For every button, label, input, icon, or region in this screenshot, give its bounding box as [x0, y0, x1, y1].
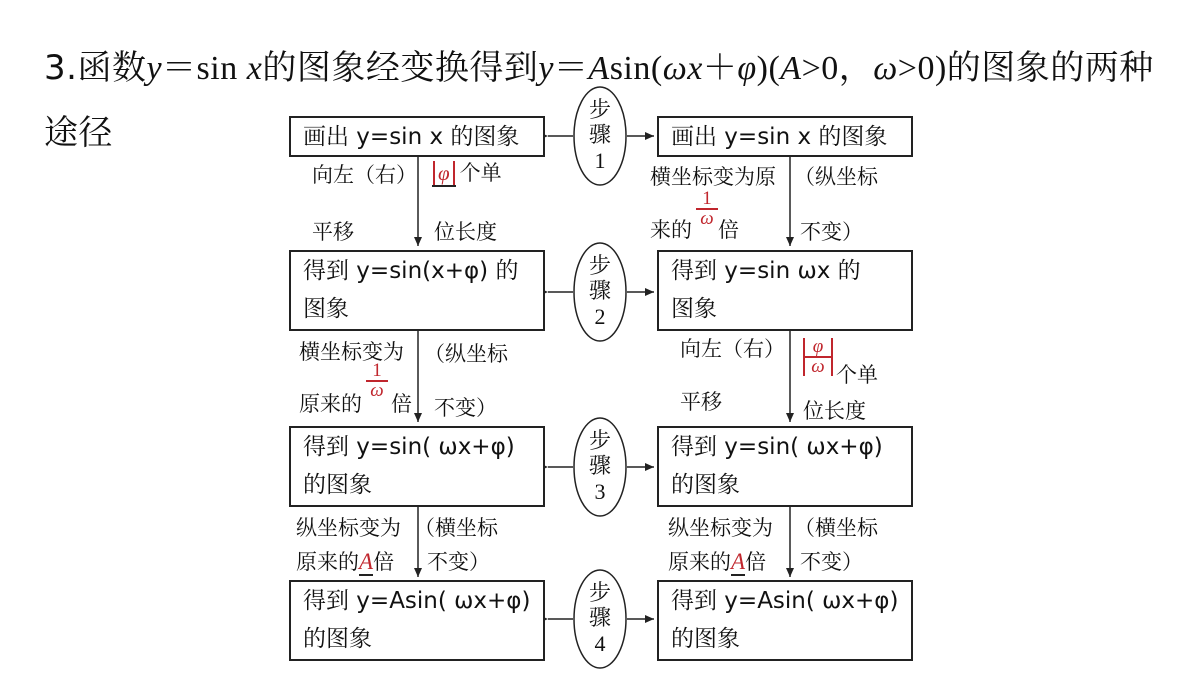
- right-t1-b: （纵坐标: [794, 165, 878, 189]
- right-t2-fraction: $\frac{\varphi}{\omega}$: [803, 338, 833, 376]
- right-t3-a: 纵坐标变为: [668, 516, 773, 540]
- left-box-3: 得到 y=sin( ωx+φ) 的图象: [289, 426, 545, 507]
- right-t3-e: 不变）: [800, 550, 863, 574]
- right-t1-e: 不变）: [800, 220, 863, 244]
- step-3-label: 步骤 3: [588, 429, 611, 504]
- left-box-4: 得到 y=Asin( ωx+φ) 的图象: [289, 580, 545, 661]
- right-t2-b: 个单: [836, 363, 878, 387]
- left-t3-b: （横坐标: [414, 516, 498, 540]
- left-t1-c: 平移: [312, 220, 354, 244]
- left-t2-c: 原来的: [299, 392, 362, 416]
- right-t3-b: （横坐标: [794, 516, 878, 540]
- right-box-4: 得到 y=Asin( ωx+φ) 的图象: [657, 580, 913, 661]
- right-t1-fraction: $\frac{1}{\omega}$: [696, 190, 718, 228]
- right-box-1: 画出 y=sin x 的图象: [657, 116, 913, 157]
- right-box-3: 得到 y=sin( ωx+φ) 的图象: [657, 426, 913, 507]
- right-t2-c: 平移: [680, 390, 722, 414]
- left-t2-fraction: $\frac{1}{\omega}$: [366, 362, 388, 400]
- step-2-label: 步骤 2: [588, 254, 611, 329]
- left-t1-a: 向左（右）: [312, 163, 417, 187]
- step-1-label: 步骤 1: [588, 98, 611, 173]
- left-t2-d: 倍: [391, 392, 412, 416]
- step-4-label: 步骤 4: [588, 581, 611, 656]
- right-t1-d: 倍: [718, 218, 739, 242]
- page-title: 3.函数y＝sin x的图象经变换得到y＝Asin(ωx＋φ)(A>0，ω>0)的图象的两种 途径: [44, 48, 1154, 153]
- left-box-1: 画出 y=sin x 的图象: [289, 116, 545, 157]
- right-t1-a: 横坐标变为原: [650, 165, 776, 189]
- left-t1-d: 位长度: [434, 220, 497, 244]
- left-t2-b: （纵坐标: [424, 342, 508, 366]
- right-t2-a: 向左（右）: [680, 337, 785, 361]
- left-t3-a: 纵坐标变为: [296, 516, 401, 540]
- left-t1-phi: φ 个单: [432, 160, 502, 186]
- right-t3-c: 原来的A倍: [668, 549, 767, 574]
- right-t1-c: 来的: [650, 218, 692, 242]
- left-t2-e: 不变）: [434, 396, 497, 420]
- right-box-2: 得到 y=sin ωx 的 图象: [657, 250, 913, 331]
- right-t2-d: 位长度: [803, 399, 866, 423]
- left-t3-c: 原来的A倍: [296, 549, 395, 574]
- left-t2-a: 横坐标变为: [299, 340, 404, 364]
- left-box-2: 得到 y=sin(x+φ) 的 图象: [289, 250, 545, 331]
- left-t3-e: 不变）: [427, 550, 490, 574]
